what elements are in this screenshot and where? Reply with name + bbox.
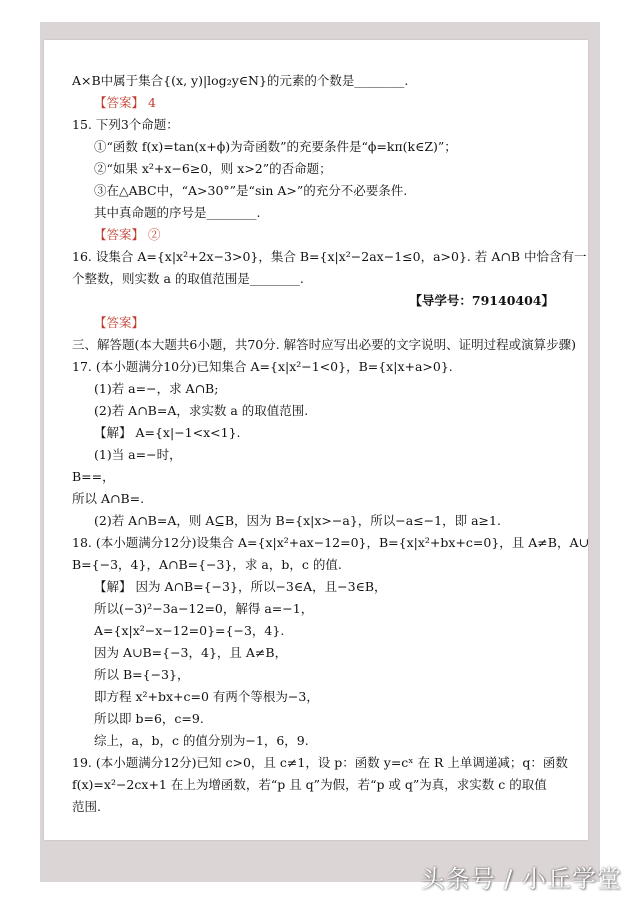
text-line: A×B中属于集合{(x, y)|log₂y∈N}的元素的个数是________. bbox=[72, 73, 409, 88]
text-line: 个整数，则实数 a 的取值范围是________. bbox=[72, 271, 304, 286]
text-line: 其中真命题的序号是________. bbox=[94, 205, 261, 220]
text-line: ②“如果 x²+x−6≥0，则 x>2”的否命题； bbox=[94, 161, 332, 176]
text-line: (2)若 A∩B=A，则 A⊆B，因为 B={x|x>−a}，所以−a≤−1，即 a≥1. bbox=[94, 513, 501, 528]
question-19: 19. (本小题满分12分)已知 c>0，且 c≠1，设 p：函数 y=cˣ 在 R 上单调递减；q：函数 bbox=[72, 755, 568, 770]
text-line: 因为 A∪B={−3，4}，且 A≠B， bbox=[94, 645, 288, 660]
text-line: ①“函数 f(x)=tan(x+ϕ)为奇函数”的充要条件是“ϕ=kπ(k∈Z)”； bbox=[94, 139, 457, 154]
text-line: B={−3，4}，A∩B={−3}，求 a，b，c 的值. bbox=[72, 557, 342, 572]
solution-line: 【解】 A={x|−1<x<1}. bbox=[94, 425, 241, 440]
text-line: 即方程 x²+bx+c=0 有两个等根为−3， bbox=[94, 689, 319, 704]
question-18: 18. (本小题满分12分)设集合 A={x|x²+ax−12=0}，B={x|x²+bx+c=0}，且 A≠B，A∪ bbox=[72, 535, 589, 550]
text-line: 所以即 b=6，c=9. bbox=[94, 711, 204, 726]
text-line: f(x)=x²−2cx+1 在上为增函数，若“p 且 q”为假，若“p 或 q”为真，求实数 c 的取值 bbox=[72, 777, 547, 792]
question-15: 15. 下列3个命题： bbox=[72, 117, 179, 132]
text-line: (1)若 a=−，求 A∩B; bbox=[94, 381, 219, 396]
text-line: A={x|x²−x−12=0}={−3，4}. bbox=[94, 623, 285, 638]
text-line: 所以 A∩B=. bbox=[72, 491, 145, 506]
text-line: 范围. bbox=[72, 799, 101, 814]
guide-number: 【导学号：79140404】 bbox=[409, 293, 554, 308]
document-content bbox=[72, 70, 589, 818]
solution-line: 【解】 因为 A∩B={−3}，所以−3∈A，且−3∈B， bbox=[94, 579, 387, 594]
answer-label: 【答案】 4 bbox=[94, 95, 156, 110]
answer-label: 【答案】 bbox=[94, 315, 145, 330]
watermark: 头条号 / 小丘学堂 bbox=[420, 865, 622, 893]
text-line: B==， bbox=[72, 469, 115, 484]
question-16: 16. 设集合 A={x|x²+2x−3>0}，集合 B={x|x²−2ax−1≤0，a>0}. 若 A∩B 中恰含有一 bbox=[72, 249, 587, 264]
text-line: 综上，a，b，c 的值分别为−1，6，9. bbox=[94, 733, 309, 748]
section-heading: 三、解答题(本大题共6小题，共70分. 解答时应写出必要的文字说明、证明过程或演算步骤) bbox=[72, 337, 577, 352]
question-17: 17. (本小题满分10分)已知集合 A={x|x²−1<0}，B={x|x+a>0}. bbox=[72, 359, 453, 374]
text-line: (1)当 a=−时， bbox=[94, 447, 182, 462]
text-line: (2)若 A∩B=A，求实数 a 的取值范围. bbox=[94, 403, 309, 418]
text-line: 所以(−3)²−3a−12=0，解得 a=−1， bbox=[94, 601, 314, 616]
answer-label: 【答案】 ② bbox=[94, 227, 161, 242]
text-line: 所以 B={−3}， bbox=[94, 667, 190, 682]
text-line: ③在△ABC中，“A>30°”是“sin A>”的充分不必要条件. bbox=[94, 183, 408, 198]
